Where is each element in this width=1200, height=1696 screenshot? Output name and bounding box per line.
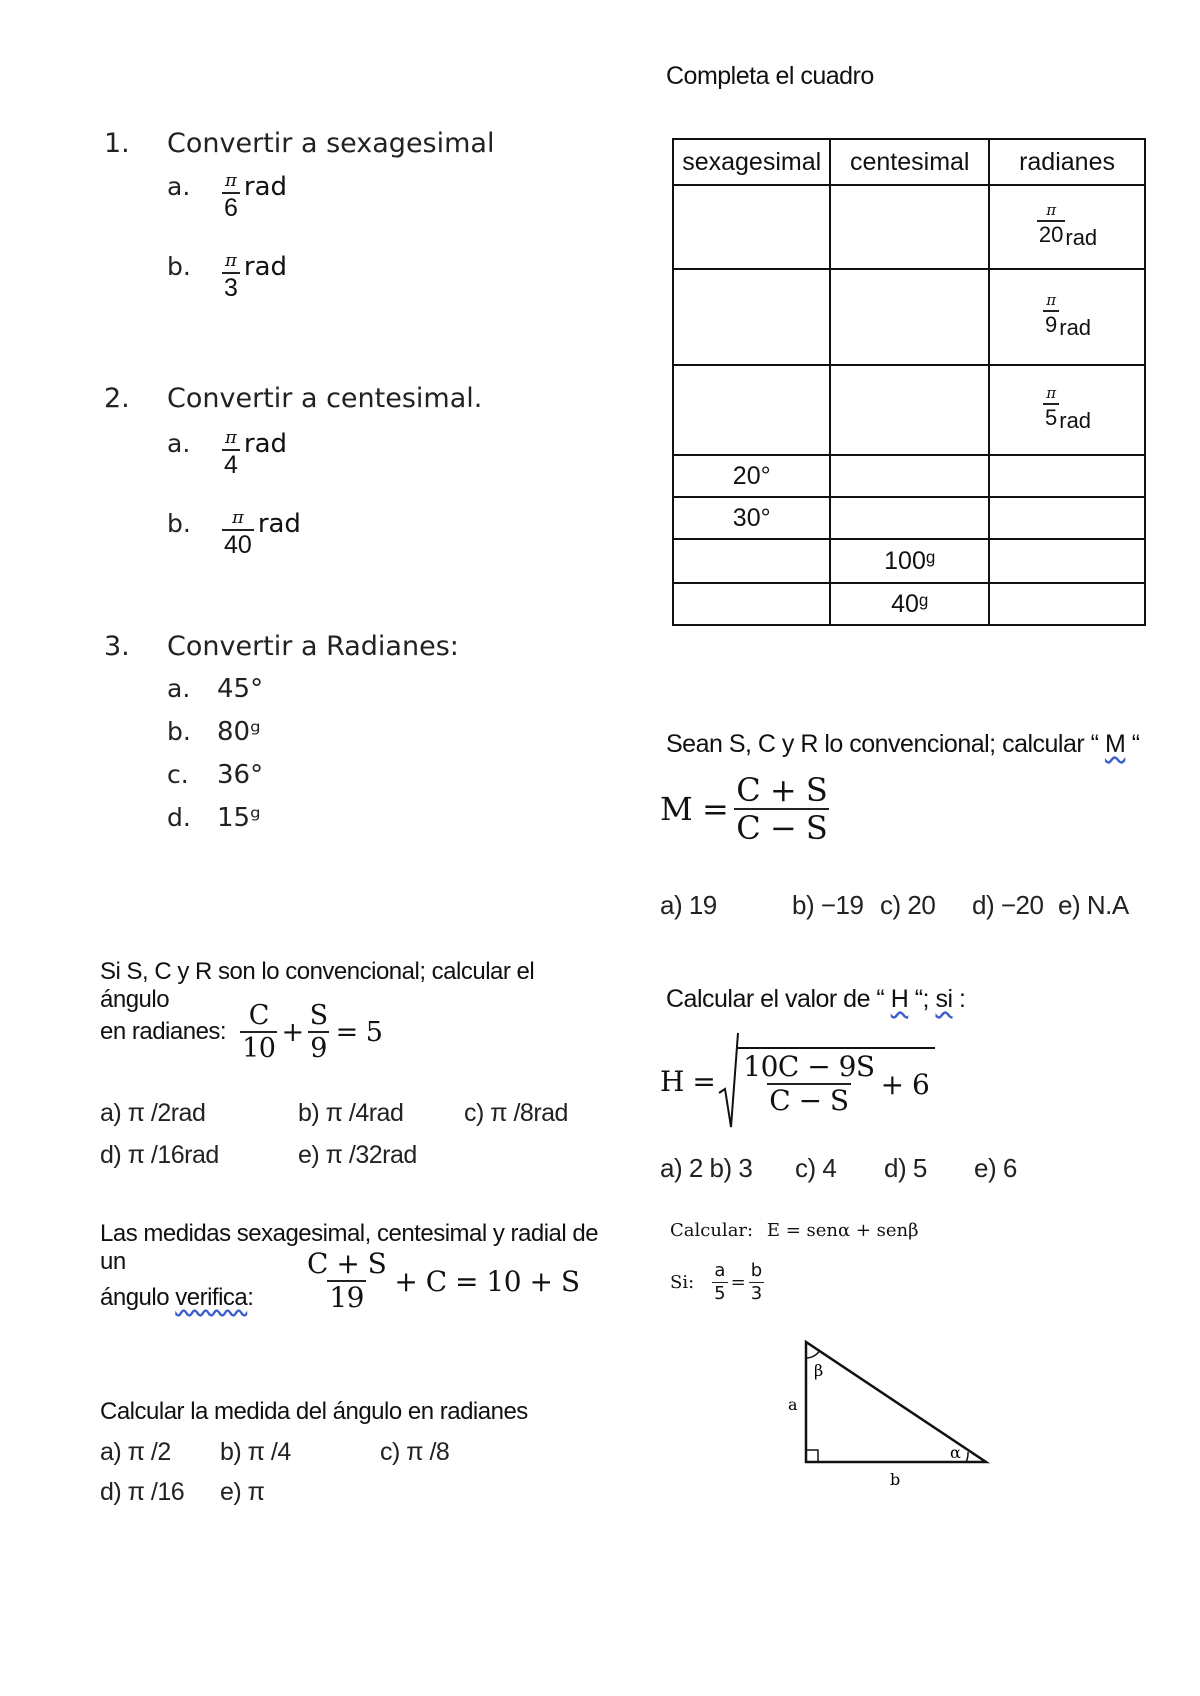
fraction-numerator: S (309, 1000, 328, 1031)
fraction-numerator: π (225, 250, 237, 271)
table-cell: 30° (673, 497, 830, 539)
item-letter: a. (167, 172, 191, 201)
fraction (305, 1247, 388, 1314)
option: e) π /32rad (298, 1141, 417, 1169)
side-a-label: a (788, 1395, 798, 1414)
right-triangle-diagram (780, 1330, 1010, 1500)
option: b) π /4 (220, 1438, 291, 1466)
fraction-denominator: 9 (1045, 311, 1058, 337)
option: d) 5 (884, 1153, 927, 1183)
exercise-number: 2. (104, 383, 130, 414)
problem-equation: E = senα + senβ (766, 1220, 919, 1241)
option: d) π /16 (100, 1478, 185, 1506)
fraction-denominator: 5 (714, 1283, 726, 1304)
exercise-title: Convertir a Radianes: (167, 631, 459, 662)
side-b-label: b (890, 1470, 901, 1489)
fraction (222, 252, 240, 301)
fraction-denominator: 9 (310, 1033, 327, 1064)
fraction-denominator: 10 (242, 1033, 276, 1064)
conversion-table (672, 138, 1146, 626)
table-cell[interactable] (989, 539, 1145, 583)
table-cell[interactable] (673, 269, 830, 365)
table-cell[interactable] (673, 583, 830, 625)
fraction-numerator: π (1046, 200, 1057, 219)
right-angle-mark (806, 1450, 818, 1462)
table-cell[interactable] (989, 497, 1145, 539)
colon: : (247, 1284, 254, 1311)
fraction (1037, 200, 1065, 247)
table-cell[interactable] (830, 269, 989, 365)
beta-label: β (814, 1361, 824, 1380)
option: c) π /8 (380, 1438, 450, 1466)
problem-condition (670, 1262, 764, 1303)
problem-text-line (660, 730, 1180, 759)
item-letter: a. (167, 429, 191, 458)
exercise-number: 1. (104, 128, 130, 159)
fraction-numerator: π (231, 507, 244, 528)
table-header: sexagesimal (673, 139, 830, 185)
exercise-item-b (167, 252, 287, 301)
problem-text: “ (1125, 730, 1140, 758)
table-cell: 20° (673, 455, 830, 497)
option: a) π /2rad (100, 1099, 206, 1127)
problem-8 (670, 1220, 1170, 1304)
angle-value: 80ᵍ (217, 717, 261, 747)
table-cell[interactable] (673, 539, 830, 583)
fraction (308, 1002, 330, 1062)
operator: = (730, 1272, 746, 1293)
fraction-numerator: π (1046, 383, 1057, 402)
option: c) 4 (795, 1153, 837, 1183)
fraction-denominator: 6 (224, 194, 238, 222)
table-cell[interactable] (830, 497, 989, 539)
fraction (222, 509, 254, 558)
equation-rest: + C = 10 + S (394, 1264, 580, 1298)
problem-label: Calcular: (670, 1220, 754, 1241)
sqrt-sign-icon (717, 1031, 739, 1131)
problem-text: Calcular el valor de “ (666, 985, 891, 1013)
option: a) 19 (660, 890, 717, 920)
unit-label: rad (243, 429, 288, 459)
fraction (1043, 383, 1059, 430)
problem-text: Las medidas sexagesimal, centesimal y radial de un (100, 1220, 599, 1275)
problem-equation-line (100, 1002, 382, 1062)
exercise-item-a (167, 429, 287, 478)
radicand (737, 1047, 935, 1115)
item-letter: c. (167, 760, 189, 789)
problem-text: Sean S, C y R lo convencional; calcular “ (666, 730, 1105, 758)
problem-text-word: si (935, 985, 953, 1013)
variable: M (1104, 730, 1126, 758)
equation-rest: + 6 (880, 1067, 930, 1101)
alpha-label: α (950, 1443, 961, 1462)
table-cell (989, 269, 1145, 365)
fraction-denominator: 4 (224, 451, 238, 479)
fraction-denominator: 40 (224, 531, 252, 559)
option: a) π /2 (100, 1438, 171, 1466)
fraction-numerator: a (714, 1260, 726, 1281)
item-letter: b. (167, 717, 191, 746)
fraction (734, 771, 829, 847)
fraction (240, 1002, 277, 1062)
equation-result: = 5 (335, 1016, 383, 1048)
problem-text-line (660, 985, 1180, 1014)
option: b) π /4rad (298, 1099, 404, 1127)
option: e) π (220, 1478, 265, 1506)
exercise-item-d (167, 803, 261, 833)
angle-value: 36° (217, 760, 264, 790)
angle-value: 45° (217, 674, 264, 704)
unit-label: rad (1065, 225, 1098, 251)
variable: H (890, 985, 909, 1013)
unit-label: rad (1059, 408, 1092, 434)
exercise-item-a (167, 674, 263, 704)
option: e) N.A (1058, 890, 1129, 920)
exercise-title: Convertir a sexagesimal (167, 128, 495, 159)
item-letter: a. (167, 674, 191, 703)
table-cell[interactable] (830, 365, 989, 455)
problem-4 (100, 958, 600, 1169)
item-letter: b. (167, 252, 191, 281)
option: d) −20 (972, 890, 1044, 920)
colon: : (952, 985, 966, 1013)
equation-lhs: M = (660, 790, 729, 828)
fraction-numerator: π (1046, 290, 1057, 309)
fraction (749, 1262, 764, 1303)
problem-text-line (100, 1284, 253, 1312)
table-cell[interactable] (989, 455, 1145, 497)
fraction-numerator: π (225, 170, 237, 191)
table-title: Completa el cuadro (666, 62, 874, 90)
option: e) 6 (974, 1153, 1017, 1183)
fraction-denominator: C − S (769, 1084, 849, 1117)
fraction-numerator: 10C − 9S (743, 1050, 875, 1083)
table-cell[interactable] (673, 365, 830, 455)
fraction (741, 1050, 876, 1117)
option: c) π /8rad (464, 1099, 568, 1127)
table-cell (989, 365, 1145, 455)
operator: + (281, 1016, 304, 1048)
problem-text: Calcular la medida del ángulo en radianes (100, 1398, 528, 1425)
table-cell (989, 185, 1145, 269)
problem-equation (660, 771, 829, 847)
problem-text: ángulo (100, 1284, 176, 1311)
option: d) π /16rad (100, 1141, 219, 1169)
problem-label: Si: (670, 1272, 695, 1293)
exercise-number: 3. (104, 631, 130, 662)
table-header: radianes (989, 139, 1145, 185)
fraction-denominator: 3 (224, 274, 238, 302)
item-letter: b. (167, 509, 191, 538)
option: a) 2 b) 3 (660, 1153, 753, 1183)
unit-label: rad (243, 172, 288, 202)
exercise-item-c (167, 760, 263, 790)
table-cell: 40ᵍ (830, 583, 989, 625)
table-header: centesimal (830, 139, 989, 185)
fraction (1043, 290, 1059, 337)
fraction-denominator: C − S (736, 809, 828, 847)
option: b) −19 (792, 890, 864, 920)
problem-text: en radianes: (100, 1018, 227, 1045)
problem-5 (100, 1220, 620, 1506)
fraction-denominator: 20 (1038, 221, 1064, 247)
table-cell: 100ᵍ (830, 539, 989, 583)
table-cell[interactable] (673, 185, 830, 269)
unit-label: rad (257, 509, 301, 539)
fraction (222, 172, 240, 221)
fraction-numerator: b (750, 1260, 763, 1281)
table-cell[interactable] (830, 455, 989, 497)
fraction (222, 429, 240, 478)
exercise-item-a (167, 172, 287, 221)
fraction-denominator: 5 (1045, 404, 1058, 430)
fraction-numerator: C (248, 1000, 269, 1031)
equation-lhs: H = (660, 1064, 716, 1098)
table-cell[interactable] (989, 583, 1145, 625)
problem-text: “; (908, 985, 936, 1013)
problem-text: Si S, C y R son lo convencional; calcular el ángulo (100, 958, 535, 1013)
problem-text-line (670, 1220, 1170, 1241)
fraction-numerator: C + S (307, 1247, 387, 1280)
problem-equation (660, 1031, 935, 1131)
table-cell[interactable] (830, 185, 989, 269)
problem-6 (660, 730, 1180, 920)
unit-label: rad (1059, 315, 1092, 341)
unit-label: rad (243, 252, 288, 282)
option: c) 20 (880, 890, 936, 920)
exercise-item-b (167, 509, 301, 558)
fraction-numerator: π (225, 427, 237, 448)
fraction-denominator: 19 (329, 1281, 364, 1314)
problem-text-word: verifica (175, 1284, 248, 1311)
fraction-numerator: C + S (736, 771, 828, 809)
problem-equation (305, 1247, 580, 1314)
fraction (712, 1262, 727, 1303)
angle-value: 15ᵍ (217, 803, 261, 833)
exercise-item-b (167, 717, 261, 747)
alpha-angle-arc (966, 1452, 968, 1462)
item-letter: d. (167, 803, 191, 832)
exercise-title: Convertir a centesimal. (167, 383, 483, 414)
problem-7 (660, 985, 1180, 1183)
fraction-denominator: 3 (750, 1283, 763, 1304)
